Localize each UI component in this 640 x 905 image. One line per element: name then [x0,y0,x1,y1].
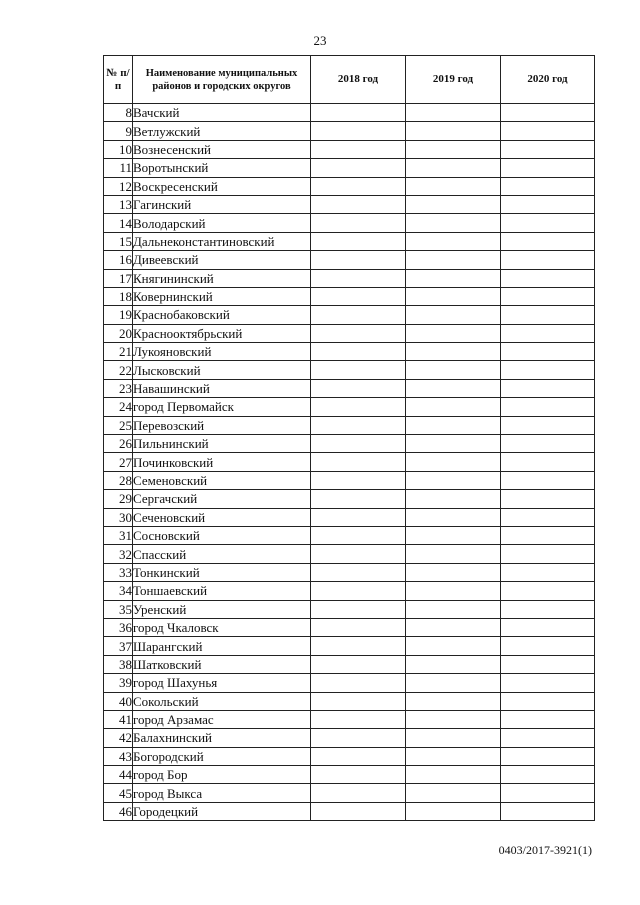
value-cell-2020 [501,453,595,471]
table-row [104,490,595,508]
row-number: 20 [104,324,133,342]
row-number: 37 [104,637,133,655]
header-2019: 2019 год [406,56,501,104]
value-cell-2020 [501,306,595,324]
table-row [104,710,595,728]
value-cell-2019 [406,306,501,324]
value-cell-2020 [501,471,595,489]
row-number: 11 [104,159,133,177]
row-number: 40 [104,692,133,710]
value-cell-2019 [406,251,501,269]
value-cell-2020 [501,692,595,710]
table-row [104,104,595,122]
table-row [104,618,595,636]
value-cell-2018 [311,637,406,655]
value-cell-2019 [406,453,501,471]
row-number: 27 [104,453,133,471]
value-cell-2018 [311,471,406,489]
value-cell-2020 [501,729,595,747]
value-cell-2019 [406,545,501,563]
row-number: 17 [104,269,133,287]
table-row [104,122,595,140]
value-cell-2018 [311,490,406,508]
value-cell-2018 [311,655,406,673]
value-cell-2019 [406,471,501,489]
value-cell-2019 [406,582,501,600]
table-row [104,214,595,232]
value-cell-2018 [311,435,406,453]
value-cell-2018 [311,104,406,122]
value-cell-2020 [501,104,595,122]
district-name: Воскресенский [133,177,311,195]
table-row [104,784,595,802]
table-row [104,545,595,563]
table-row [104,747,595,765]
row-number: 26 [104,435,133,453]
value-cell-2019 [406,655,501,673]
table-row [104,306,595,324]
value-cell-2020 [501,214,595,232]
value-cell-2019 [406,159,501,177]
district-name: Тонкинский [133,563,311,581]
district-name: Городецкий [133,802,311,820]
value-cell-2020 [501,784,595,802]
row-number: 10 [104,140,133,158]
value-cell-2020 [501,287,595,305]
value-cell-2020 [501,655,595,673]
district-name: Тоншаевский [133,582,311,600]
value-cell-2020 [501,526,595,544]
value-cell-2018 [311,563,406,581]
value-cell-2019 [406,104,501,122]
value-cell-2019 [406,674,501,692]
row-number: 38 [104,655,133,673]
row-number: 41 [104,710,133,728]
value-cell-2020 [501,563,595,581]
row-number: 15 [104,232,133,250]
table-row [104,729,595,747]
value-cell-2019 [406,508,501,526]
value-cell-2018 [311,526,406,544]
value-cell-2018 [311,287,406,305]
value-cell-2019 [406,140,501,158]
table-row [104,361,595,379]
value-cell-2019 [406,618,501,636]
value-cell-2020 [501,398,595,416]
row-number: 43 [104,747,133,765]
district-name: Володарский [133,214,311,232]
district-name: Сергачский [133,490,311,508]
page-number: 23 [313,33,327,48]
value-cell-2020 [501,802,595,820]
value-cell-2020 [501,766,595,784]
district-name: город Арзамас [133,710,311,728]
value-cell-2018 [311,710,406,728]
value-cell-2020 [501,490,595,508]
value-cell-2020 [501,159,595,177]
table-row [104,526,595,544]
value-cell-2019 [406,526,501,544]
value-cell-2019 [406,490,501,508]
district-name: Ковернинский [133,287,311,305]
district-name: Починковский [133,453,311,471]
table-body [104,104,595,821]
district-name: Ветлужский [133,122,311,140]
value-cell-2018 [311,453,406,471]
district-name: Сосновский [133,526,311,544]
value-cell-2018 [311,545,406,563]
value-cell-2019 [406,232,501,250]
value-cell-2018 [311,600,406,618]
row-number: 44 [104,766,133,784]
value-cell-2020 [501,122,595,140]
value-cell-2018 [311,674,406,692]
row-number: 21 [104,343,133,361]
district-name: Перевозский [133,416,311,434]
value-cell-2018 [311,784,406,802]
value-cell-2019 [406,269,501,287]
value-cell-2019 [406,710,501,728]
district-name: город Первомайск [133,398,311,416]
value-cell-2019 [406,729,501,747]
value-cell-2019 [406,324,501,342]
value-cell-2018 [311,766,406,784]
value-cell-2018 [311,177,406,195]
district-name: Вачский [133,104,311,122]
district-name: Сокольский [133,692,311,710]
row-number: 30 [104,508,133,526]
row-number: 24 [104,398,133,416]
row-number: 46 [104,802,133,820]
district-name: Лукояновский [133,343,311,361]
value-cell-2020 [501,747,595,765]
table-row [104,398,595,416]
value-cell-2018 [311,692,406,710]
table-row [104,324,595,342]
value-cell-2020 [501,416,595,434]
value-cell-2018 [311,122,406,140]
value-cell-2020 [501,177,595,195]
district-name: Спасский [133,545,311,563]
district-name: Краснооктябрьский [133,324,311,342]
district-name: Навашинский [133,379,311,397]
value-cell-2018 [311,306,406,324]
value-cell-2020 [501,545,595,563]
row-number: 22 [104,361,133,379]
district-name: город Выкса [133,784,311,802]
row-number: 31 [104,526,133,544]
district-name: Воротынский [133,159,311,177]
district-name: Шатковский [133,655,311,673]
table-row [104,802,595,820]
table-row [104,766,595,784]
value-cell-2020 [501,195,595,213]
table-row [104,563,595,581]
district-name: Краснобаковский [133,306,311,324]
row-number: 19 [104,306,133,324]
value-cell-2018 [311,269,406,287]
value-cell-2018 [311,140,406,158]
value-cell-2020 [501,582,595,600]
value-cell-2020 [501,637,595,655]
value-cell-2019 [406,747,501,765]
value-cell-2020 [501,324,595,342]
row-number: 13 [104,195,133,213]
value-cell-2018 [311,195,406,213]
table-row [104,343,595,361]
value-cell-2018 [311,618,406,636]
value-cell-2020 [501,343,595,361]
value-cell-2020 [501,232,595,250]
value-cell-2018 [311,214,406,232]
table-row [104,435,595,453]
row-number: 8 [104,104,133,122]
value-cell-2019 [406,692,501,710]
value-cell-2019 [406,637,501,655]
table-row [104,379,595,397]
row-number: 45 [104,784,133,802]
value-cell-2018 [311,251,406,269]
table-row [104,287,595,305]
row-number: 25 [104,416,133,434]
row-number: 9 [104,122,133,140]
table-row [104,195,595,213]
value-cell-2019 [406,379,501,397]
value-cell-2020 [501,618,595,636]
value-cell-2020 [501,710,595,728]
district-name: Богородский [133,747,311,765]
district-name: Гагинский [133,195,311,213]
value-cell-2018 [311,582,406,600]
value-cell-2018 [311,398,406,416]
document-code: 0403/2017-3921(1) [498,843,592,857]
district-name: Пильнинский [133,435,311,453]
district-name: город Шахунья [133,674,311,692]
value-cell-2019 [406,600,501,618]
table-row [104,508,595,526]
value-cell-2020 [501,361,595,379]
table-row [104,251,595,269]
value-cell-2019 [406,766,501,784]
value-cell-2019 [406,416,501,434]
value-cell-2019 [406,177,501,195]
table-row [104,600,595,618]
row-number: 28 [104,471,133,489]
row-number: 35 [104,600,133,618]
table-header-row [104,56,595,104]
value-cell-2020 [501,435,595,453]
table-row [104,416,595,434]
district-name: Вознесенский [133,140,311,158]
value-cell-2020 [501,508,595,526]
value-cell-2018 [311,416,406,434]
value-cell-2018 [311,379,406,397]
district-name: Княгининский [133,269,311,287]
header-2020: 2020 год [501,56,595,104]
row-number: 36 [104,618,133,636]
row-number: 32 [104,545,133,563]
value-cell-2019 [406,122,501,140]
value-cell-2019 [406,784,501,802]
header-num: № п/п [104,56,133,104]
row-number: 16 [104,251,133,269]
value-cell-2019 [406,214,501,232]
value-cell-2018 [311,361,406,379]
value-cell-2018 [311,729,406,747]
table-row [104,674,595,692]
value-cell-2018 [311,802,406,820]
table-row [104,159,595,177]
value-cell-2020 [501,674,595,692]
table-row [104,177,595,195]
value-cell-2020 [501,140,595,158]
value-cell-2019 [406,435,501,453]
district-name: Шарангский [133,637,311,655]
row-number: 14 [104,214,133,232]
row-number: 42 [104,729,133,747]
value-cell-2018 [311,747,406,765]
table-row [104,655,595,673]
table-row [104,140,595,158]
value-cell-2020 [501,379,595,397]
row-number: 18 [104,287,133,305]
value-cell-2019 [406,343,501,361]
district-name: Сеченовский [133,508,311,526]
district-name: Балахнинский [133,729,311,747]
district-name: Семеновский [133,471,311,489]
value-cell-2019 [406,398,501,416]
value-cell-2019 [406,195,501,213]
row-number: 39 [104,674,133,692]
table-row [104,471,595,489]
row-number: 12 [104,177,133,195]
value-cell-2019 [406,287,501,305]
district-name: Лысковский [133,361,311,379]
row-number: 23 [104,379,133,397]
district-name: Дальнеконстантиновский [133,232,311,250]
value-cell-2018 [311,232,406,250]
header-name: Наименование муниципальных районов и городских округов [133,56,311,104]
value-cell-2020 [501,269,595,287]
district-name: город Бор [133,766,311,784]
table-row [104,582,595,600]
districts-table [103,55,595,821]
row-number: 34 [104,582,133,600]
value-cell-2018 [311,324,406,342]
value-cell-2018 [311,159,406,177]
row-number: 33 [104,563,133,581]
table-row [104,692,595,710]
table-row [104,269,595,287]
value-cell-2020 [501,251,595,269]
district-name: город Чкаловск [133,618,311,636]
row-number: 29 [104,490,133,508]
value-cell-2019 [406,563,501,581]
value-cell-2018 [311,343,406,361]
value-cell-2019 [406,361,501,379]
value-cell-2020 [501,600,595,618]
value-cell-2018 [311,508,406,526]
value-cell-2019 [406,802,501,820]
table-row [104,232,595,250]
table-row [104,453,595,471]
table-row [104,637,595,655]
header-2018: 2018 год [311,56,406,104]
district-name: Дивеевский [133,251,311,269]
district-name: Уренский [133,600,311,618]
